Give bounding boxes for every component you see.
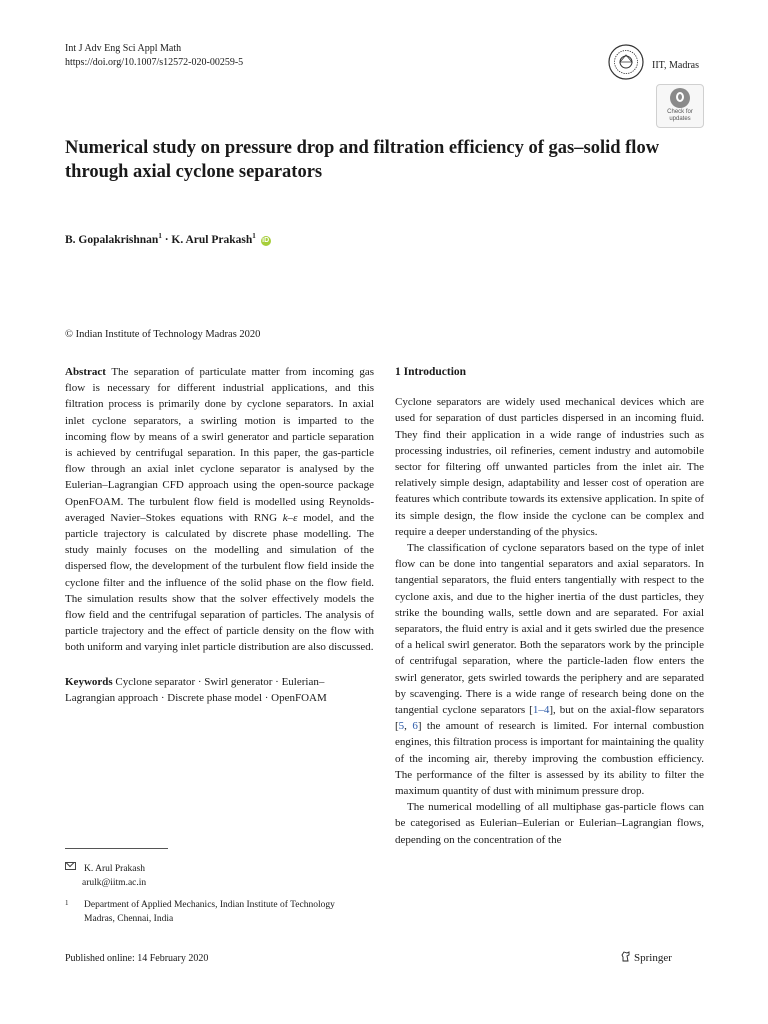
journal-name: Int J Adv Eng Sci Appl Math	[65, 43, 182, 54]
check-updates-line1: Check for	[667, 109, 693, 115]
publisher-logo	[621, 951, 672, 964]
published-date: Published online: 14 February 2020	[65, 953, 209, 964]
abstract-text: The separation of particulate matter from incoming gas flow is necessary for different industrial applications, and this filtration process is primarily done by cyclone separators. In axial inlet cyclone separators, a swirling motion is imparted to the incoming flow by means of a swirl generator and particle separation is achieved by centrifugal separation. In this paper, the gas-particle flow through an axial inlet cyclone separator is analysed by the Eulerian–Lagrangian CFD approach using the open-source package OpenFOAM. The turbulent flow field is modelled using Reynolds-averaged Navier–Stokes equations with RNG	[65, 366, 374, 524]
abstract-math: k–ε	[282, 511, 298, 524]
paragraph: The numerical modelling of all multiphase gas-particle flows can be categorised as Eulerian–Eulerian or Eulerian–Lagrangian flows, depending on the concentration of the	[395, 801, 704, 846]
institution-label: IIT, Madras	[652, 60, 700, 71]
author-separator: ·	[161, 233, 172, 246]
author-list	[65, 232, 271, 246]
paragraph	[395, 540, 704, 799]
abstract	[65, 364, 374, 656]
copyright-notice: © Indian Institute of Technology Madras 2020	[65, 329, 261, 340]
corresponding-author: K. Arul Prakash	[84, 864, 145, 874]
iit-madras-seal-logo	[607, 43, 645, 81]
abstract-column	[65, 364, 374, 706]
introduction-column	[395, 364, 704, 848]
paragraph-text: The classification of cyclone separators based on the type of inlet flow can be done into tangential separators and axial separators. In tangential separators, the fluid enters tangentially with respect to the cyclone axis, and due to the higher inertia of the dust particles, they strike the bounding walls, settle down and are separated. For axial separators, the fluid entry is axial and it gets swirled due the presence of a helical swirl generator. Both the separators work by the principle of centrifugal separation, where the particle-laden flow enters the swirl generator, gets swirled towards the periphery and are separated by scavenging. There is a wide range of research being done on the tangential cyclone separators [	[395, 542, 704, 717]
affiliation-marker: 1	[252, 232, 256, 240]
check-updates-line2: updates	[669, 116, 691, 122]
check-updates-icon	[670, 88, 690, 108]
paper-title: Numerical study on pressure drop and filtration efficiency of gas–solid flow through axial cyclone separators	[65, 138, 660, 182]
journal-header	[65, 42, 243, 70]
citation-link[interactable]: 5	[398, 720, 405, 733]
affiliation-number: 1	[65, 899, 69, 907]
author-name[interactable]: K. Arul Prakash	[171, 233, 253, 246]
envelope-icon	[65, 862, 76, 870]
publisher-name: Springer	[634, 952, 672, 964]
paragraph: Cyclone separators are widely used mechanical devices which are used for separation of dust particles dispersed in an incoming fluid. They find their application in a wide range of industries such as processing industries, oil refineries, cement industry and automobile sector for filtering off unwanted particles from the inlet air. The relatively simple design, adaptability and lesser cost of operation are features which contribute towards its extensive application. In spite of its simple design, the flow inside the cyclone can be complex and require a deeper understanding of the physics.	[395, 396, 704, 538]
paragraph-text: ] the amount of research is limited. For internal combustion engines, this filtration process is important for maintaining the quality of the incoming air, thereby improving the combustion efficiency. The performance of the filter is assessed by its ability to filter the maximum quantity of dust with minimum pressure drop.	[395, 720, 704, 798]
doi-link[interactable]: https://doi.org/10.1007/s12572-020-00259-5	[65, 57, 244, 68]
author-name[interactable]: B. Gopalakrishnan	[65, 233, 159, 246]
email-link[interactable]: arulk@iitm.ac.in	[82, 878, 147, 888]
keywords-text: Cyclone separator · Swirl generator · Eulerian–Lagrangian approach · Discrete phase model · OpenFOAM	[65, 675, 327, 704]
affiliation-text: Department of Applied Mechanics, Indian Institute of Technology Madras, Chennai, India	[84, 900, 335, 924]
section-heading: 1 Introduction	[395, 366, 467, 378]
correspondence	[65, 862, 146, 890]
citation-link[interactable]: 1–4	[532, 704, 550, 717]
orcid-icon[interactable]: iD	[262, 236, 270, 244]
affiliation-marker: 1	[158, 232, 162, 240]
paragraph-text: ], but on the axial-flow separators [	[395, 704, 704, 733]
keywords-label: Keywords	[65, 675, 113, 688]
keywords	[65, 674, 374, 706]
check-for-updates-badge[interactable]	[656, 84, 704, 128]
abstract-label: Abstract	[65, 366, 106, 378]
footnote-divider	[65, 848, 168, 849]
affiliation	[65, 898, 365, 926]
springer-horse-icon	[621, 951, 631, 962]
paragraph-text: ,	[404, 720, 413, 733]
citation-link[interactable]: 6	[412, 720, 418, 733]
abstract-text: model, and the particle trajectory is calculated by discrete phase modelling. The study mainly focuses on the modelling and simulation of the dispersed flow, the development of the turbulent flow field inside the cyclone filter and the influence of the solid phase on the flow field. The simulation results show that the solver effectively models the flow field and the centrifugal separation of particles. The analysis of particle trajectory and the effect of particle density on the flow with both uniform and varying inlet particle distribution are also discussed.	[65, 511, 374, 654]
